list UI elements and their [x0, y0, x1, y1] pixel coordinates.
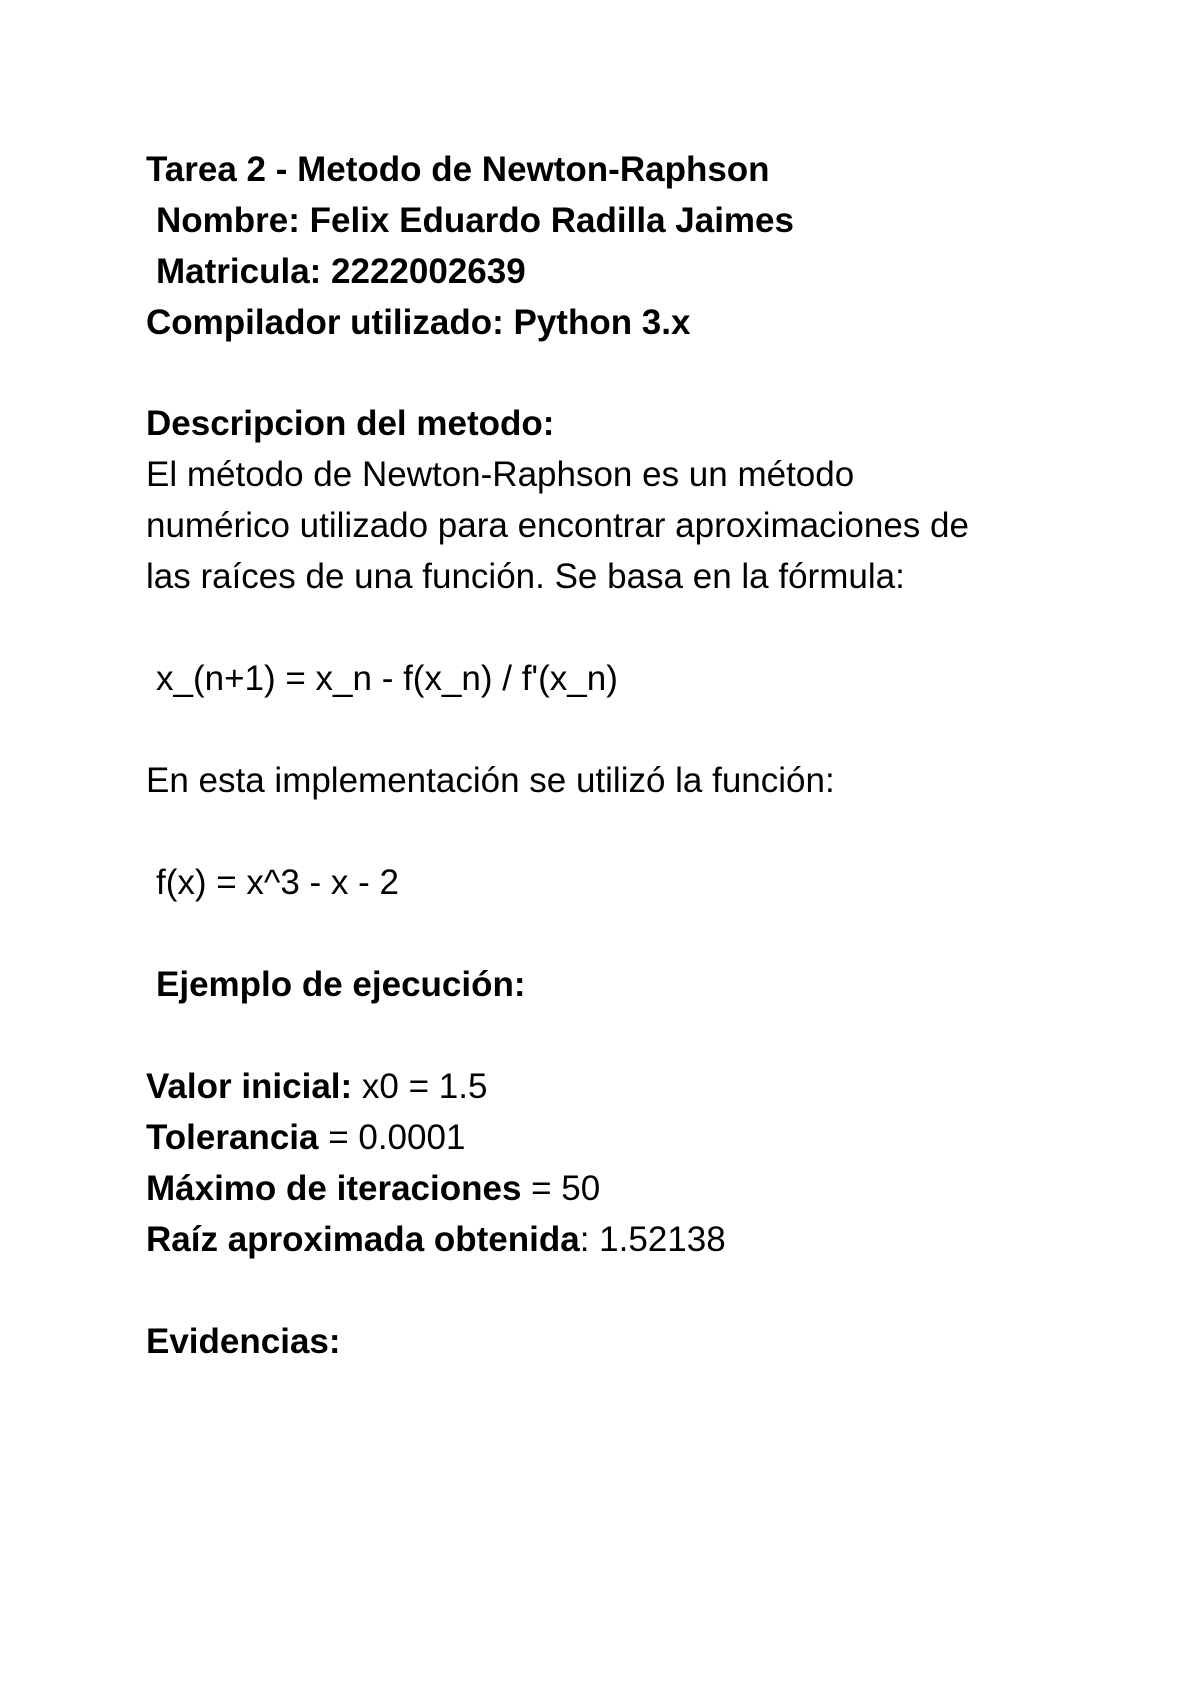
newton-formula: x_(n+1) = x_n - f(x_n) / f'(x_n) — [156, 659, 618, 698]
function-definition: f(x) = x^3 - x - 2 — [156, 863, 399, 902]
student-id: Matricula: 2222002639 — [156, 252, 526, 291]
max-iterations-value: = 50 — [521, 1169, 601, 1208]
approx-root-value: : 1.52138 — [579, 1220, 726, 1259]
example-heading: Ejemplo de ejecución: — [156, 965, 526, 1004]
student-name: Nombre: Felix Eduardo Radilla Jaimes — [156, 201, 794, 240]
function-intro: En esta implementación se utilizó la función: — [146, 761, 835, 800]
evidence-heading: Evidencias: — [146, 1322, 341, 1361]
max-iterations-row — [146, 1171, 600, 1206]
document-title: Tarea 2 - Metodo de Newton-Raphson — [146, 150, 770, 189]
initial-value-value: x0 = 1.5 — [352, 1067, 488, 1106]
compiler-info: Compilador utilizado: Python 3.x — [146, 303, 691, 342]
description-line-1: El método de Newton-Raphson es un método — [146, 455, 855, 494]
initial-value-row — [146, 1069, 487, 1104]
max-iterations-label: Máximo de iteraciones — [146, 1169, 522, 1208]
description-line-3: las raíces de una función. Se basa en la fórmula: — [146, 557, 905, 596]
description-heading: Descripcion del metodo: — [146, 404, 555, 443]
approx-root-row — [146, 1222, 726, 1257]
tolerance-value: = 0.0001 — [318, 1118, 466, 1157]
tolerance-row — [146, 1120, 465, 1155]
approx-root-label: Raíz aproximada obtenida — [146, 1220, 580, 1259]
initial-value-label: Valor inicial: — [146, 1067, 353, 1106]
description-line-2: numérico utilizado para encontrar aproximaciones de — [146, 506, 969, 545]
tolerance-label: Tolerancia — [146, 1118, 319, 1157]
